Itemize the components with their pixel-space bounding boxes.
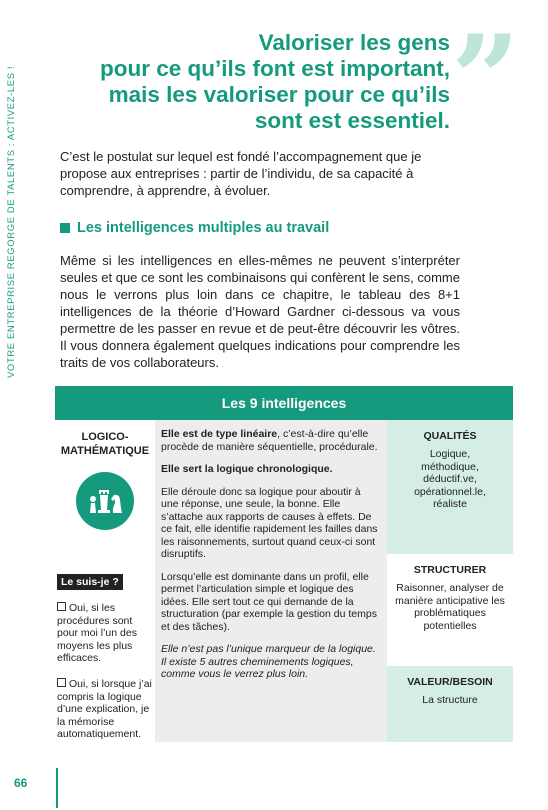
headline-line: pour ce qu’ils font est important,	[99, 56, 450, 81]
qualites-box	[387, 420, 513, 554]
section-heading	[60, 220, 329, 236]
option-item	[57, 678, 153, 741]
square-bullet-icon	[60, 223, 70, 233]
chess-pieces-icon	[76, 472, 134, 530]
option-text: Oui, si lorsque j’ai compris la logique d’une explication, je la mémorise automatiquement.	[57, 678, 152, 740]
headline-line: sont est essentiel.	[254, 108, 450, 133]
qualite-item: Logique,	[429, 448, 471, 460]
section-title: Les intelligences multiples au travail	[77, 220, 330, 236]
structurer-text: Raisonner, analyser de manière anticipative les problématiques potentielles	[395, 582, 505, 632]
description-paragraph: Lorsqu’elle est dominante dans un profil, elle permet l’articulation simple et logique des idées. Elle sert tout ce qui demande de la structuration (par exemple la gestion du temps et des tâches).	[161, 570, 377, 633]
valeur-text: La structure	[422, 694, 478, 706]
description-bold: Elle est de type linéaire	[161, 428, 278, 440]
checkbox-icon[interactable]	[57, 678, 66, 687]
intelligences-table	[55, 386, 513, 742]
attributes-column	[387, 420, 513, 742]
valeur-title: VALEUR/BESOIN	[407, 676, 493, 688]
intelligence-name-line: LOGICO-	[81, 431, 129, 443]
running-header: VOTRE ENTREPRISE REGORGE DE TALENTS : ACTIVEZ-LES !	[6, 65, 17, 378]
qualite-item: déductif.ve,	[423, 473, 477, 485]
description-paragraph: Elle déroule donc sa logique pour aboutir à une réponse, une seule, la bonne. Elle s’attache aux rapports de causes à effets. De ce fait, elle identifie rapidement les failles dans les raisonnements, surtout quand ceux-ci sont disruptifs.	[161, 485, 378, 560]
intelligence-name-line: MATHÉMATIQUE	[60, 445, 150, 457]
description-note: Elle n’est pas l’unique marqueur de la logique. Il existe 5 autres cheminements logiques, comme vous le verrez plus loin.	[161, 643, 376, 680]
table-header: Les 9 intelligences	[55, 386, 513, 420]
footer-divider	[56, 768, 58, 808]
page-number: 66	[14, 776, 28, 790]
intelligence-name	[55, 430, 155, 458]
option-text: Oui, si les procédures sont pour moi l’un des moyens les plus efficaces.	[57, 602, 137, 664]
valeur-box	[387, 666, 513, 742]
description-column	[155, 420, 387, 742]
qualite-item: opérationnel.le,	[414, 485, 486, 498]
qualite-item: méthodique,	[421, 460, 479, 473]
headline-line: mais les valoriser pour ce qu’ils	[108, 82, 450, 107]
qualites-title: QUALITÉS	[423, 430, 477, 442]
description-bold: Elle sert la logique chronologique.	[161, 463, 333, 475]
checkbox-icon[interactable]	[57, 602, 66, 611]
headline-line: Valoriser les gens	[258, 30, 450, 55]
qualite-item: réaliste	[433, 498, 467, 510]
quote-mark-icon: ”	[450, 9, 520, 150]
qualites-list	[387, 448, 513, 511]
intelligence-name-column	[55, 420, 155, 742]
suis-je-label: Le suis-je ?	[57, 574, 123, 590]
description-paragraph	[161, 463, 381, 476]
structurer-box	[387, 554, 513, 666]
intro-paragraph: C’est le postulat sur lequel est fondé l’accompagnement que je propose aux entreprises : partir de l’individu, de sa capacité à comprendre, à apprendre, à évoluer.	[60, 149, 422, 198]
description-paragraph	[161, 428, 381, 453]
headline-quote	[60, 30, 450, 134]
option-item	[57, 602, 153, 665]
body-paragraph: Même si les intelligences en elles-mêmes ne peuvent s’interpréter seules et que ce sont les combinaisons qui confèrent le sens, comme nous le verrons plus loin dans ce chapitre, le tableau des 8+1 intelligences de la théorie d’Howard Gardner ci-dessous va vous permettre de les passer en revue et de peut-être découvrir les vôtres. Il vous donnera également quelques indications pour comprendre les traits de vos collaborateurs.	[60, 253, 460, 370]
description-text: , c’est-à-dire qu’elle procède de manière séquentielle, procédurale.	[161, 428, 378, 453]
structurer-title: STRUCTURER	[413, 564, 487, 576]
